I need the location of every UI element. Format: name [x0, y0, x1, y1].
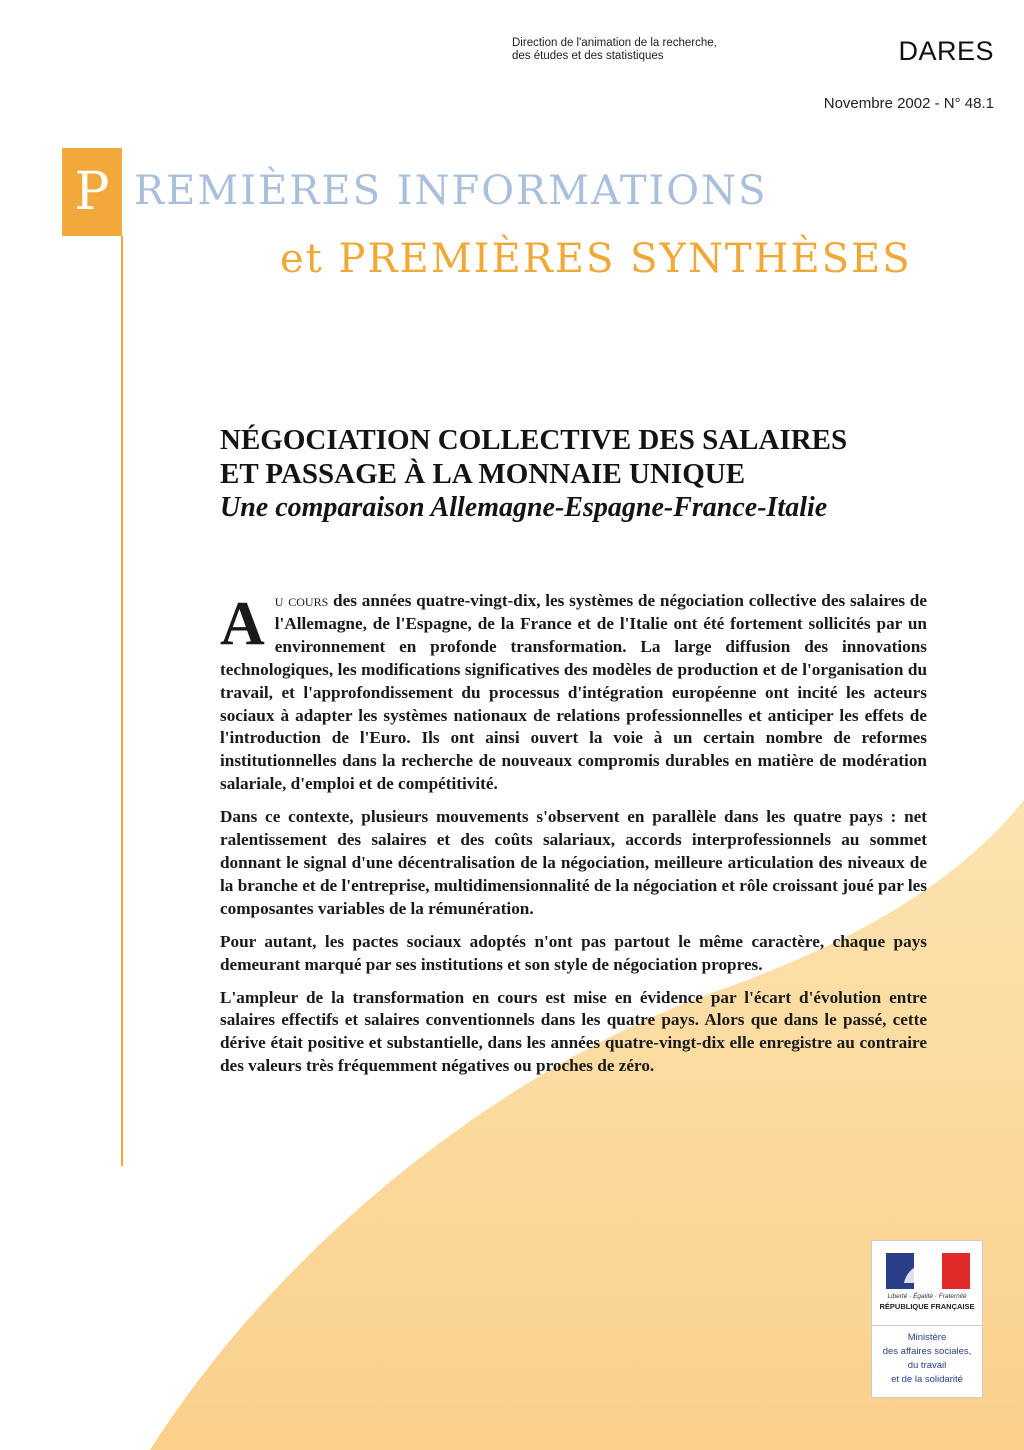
direction-line-1: Direction de l'animation de la recherche,: [512, 37, 717, 49]
marianne-icon: [896, 1255, 940, 1285]
article-subtitle: Une comparaison Allemagne-Espagne-France-Italie: [220, 492, 828, 523]
paragraph-2: Dans ce contexte, plusieurs mouvements s'observent en parallèle dans les quatre pays : net ralentissement des salaires et des coûts salariaux, accords interprofessionnels au sommet donnant le signal d'une décentralisation de la négociation, meilleure articulation des niveaux de la branche et de l'entreprise, multidimensionnalité de la négociation et rôle croissant joué par les composantes variables de la rémunération.: [220, 807, 927, 918]
series-initial-box: [62, 148, 122, 236]
paragraph-3: Pour autant, les pactes sociaux adoptés n'ont pas partout le même caractère, chaque pays demeurant marqué par ses institutions et son style de négociation propres.: [220, 931, 927, 974]
ministry-logo: [871, 1240, 983, 1398]
paragraph-1-lead: u cours: [274, 591, 329, 610]
republic-motto: Liberté · Égalité · Fraternité: [887, 1293, 967, 1300]
accent-rule: [121, 236, 123, 1166]
republic-label: RÉPUBLIQUE FRANÇAISE: [879, 1302, 975, 1311]
drop-cap: A: [220, 590, 265, 658]
ministry-name: [876, 1331, 978, 1387]
series-title-line-2: et PREMIÈRES SYNTHÈSES: [280, 236, 912, 282]
paragraph-4: L'ampleur de la transformation en cours est mise en évidence par l'écart d'évolution entre salaires effectifs et salaires conventionnels dans les quatre pays. Alors que dans le passé, cette dérive était positive et substantielle, dans les années quatre-vingt-dix elle enregistre au contraire des valeurs très fréquemment négatives ou proches de zéro.: [220, 987, 927, 1076]
article-body: [220, 590, 927, 1088]
series-initial: P: [74, 162, 110, 222]
issue-number: Novembre 2002 - N° 48.1: [823, 95, 994, 112]
article-title-block: [220, 423, 940, 525]
ministry-line-3: du travail: [907, 1360, 947, 1371]
series-title-line-1: REMIÈRES INFORMATIONS: [134, 168, 768, 214]
article-title-line-2: ET PASSAGE À LA MONNAIE UNIQUE: [220, 458, 746, 490]
article-title-line-1: NÉGOCIATION COLLECTIVE DES SALAIRES: [220, 424, 848, 456]
paragraph-1-text: des années quatre-vingt-dix, les systèmes de négociation collective des salaires de l'Allemagne, de l'Espagne, de la France et de l'Italie ont été fortement sollicités par un environnement en profonde transformation. La large diffusion des innovations technologiques, les modifications significatives des modèles de production et de l'organisation du travail, et l'approfondissement du processus d'intégration européenne ont incité les acteurs sociaux à adapter les systèmes nationaux de relations professionnelles et anticiper les effets de l'introduction de l'Euro. Ils ont ainsi ouvert la voie à un certain nombre de reformes institutionnelles dans la recherche de nouveaux compromis durables en matière de modération salariale, d'emploi et de compétitivité.: [220, 591, 927, 794]
paragraph-1: [220, 590, 927, 796]
logo-divider: [872, 1325, 982, 1326]
direction-line-2: des études et des statistiques: [512, 50, 664, 62]
ministry-line-4: et de la solidarité: [891, 1374, 963, 1385]
ministry-line-1: Ministère: [907, 1332, 947, 1343]
ministry-line-2: des affaires sociales,: [882, 1346, 972, 1357]
direction-label: [512, 37, 812, 63]
org-name: DARES: [898, 36, 994, 66]
